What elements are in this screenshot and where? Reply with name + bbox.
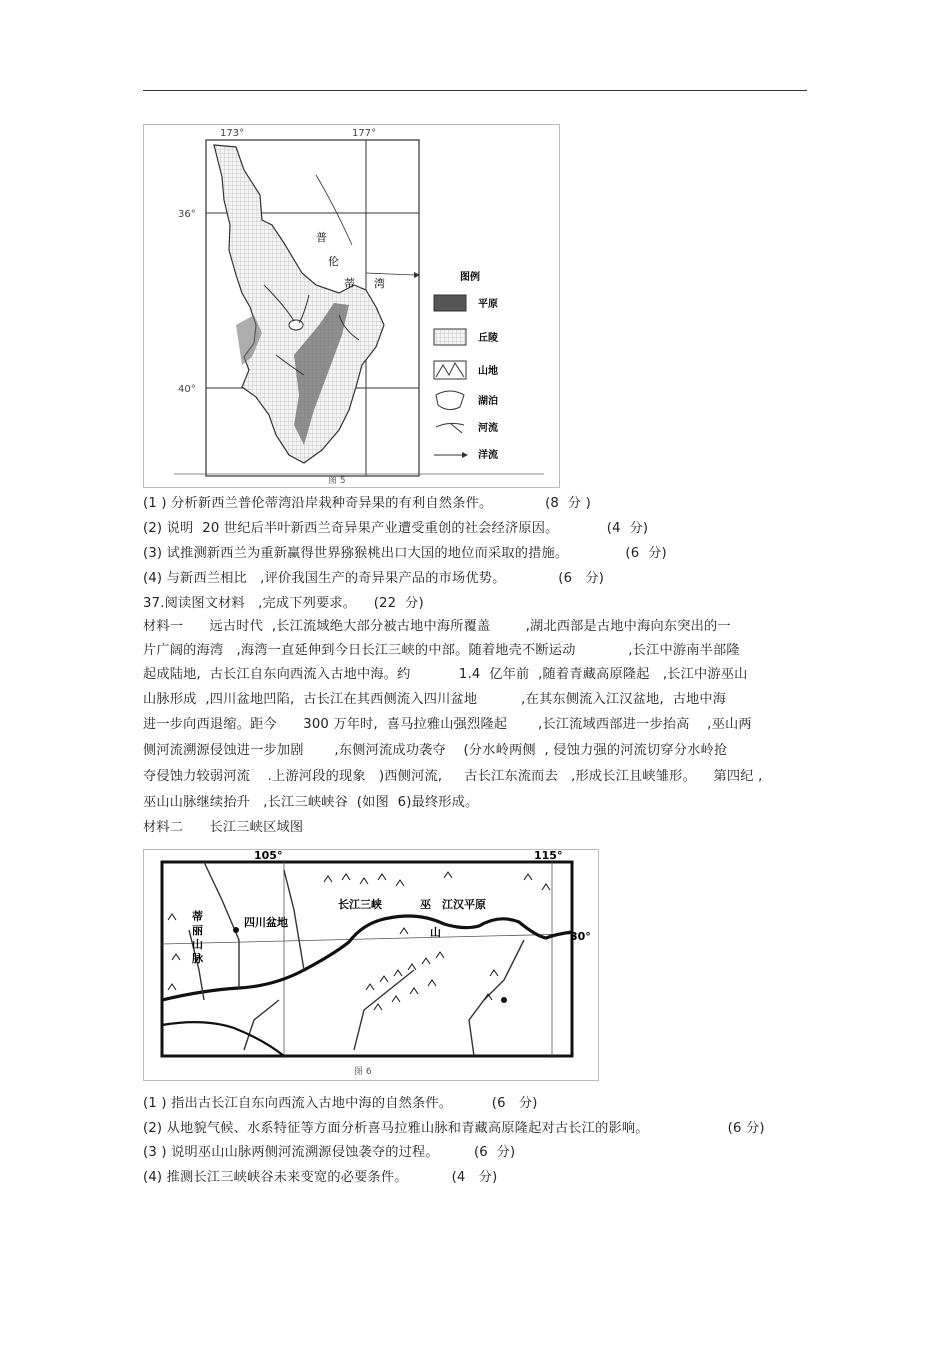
- lat-36-label: 36°: [178, 209, 196, 220]
- material1-line-8: 巫山山脉继续抬升 ,长江三峡峡谷 (如图 6)最终形成。: [143, 795, 479, 810]
- wushan-label-1: 巫: [420, 898, 431, 911]
- legend-mountain: 山地: [478, 366, 498, 377]
- three-gorges-label: 长江三峡: [338, 898, 382, 911]
- material1-line-4: 山脉形成 ,四川盆地凹陷, 古长江在其西侧流入四川盆地 ,在其东侧流入江汉盆地, 古地中海: [143, 692, 727, 707]
- range-label-4: 脉: [192, 952, 203, 965]
- material1-line-2: 片广阔的海湾 ,海湾一直延伸到今日长江三峡的中部。随着地壳不断运动 ,长江中游南半部隆: [143, 643, 740, 658]
- lon-173-label: 173°: [220, 128, 245, 139]
- q36-item-1: (1 ) 分析新西兰普伦蒂湾沿岸栽种奇异果的有利自然条件。 (8 分 ): [143, 496, 591, 511]
- figure-6-caption: 图 6: [354, 1067, 372, 1077]
- material1-line-7: 夺侵蚀力较弱河流 .上游河段的现象 )西侧河流, 古长江东流而去 ,形成长江且峡雏形。 第四纪 ,: [143, 769, 763, 784]
- legend-river: 河流: [478, 423, 498, 434]
- material1-line-1: 材料一 远古时代 ,长江流域绝大部分被古地中海所覆盖 ,湖北西部是古地中海向东突出的一: [143, 619, 731, 634]
- map-label-di: 蒂: [344, 277, 355, 290]
- material1-line-6: 侧河流溯源侵蚀进一步加剧 ,东侧河流成功袭夺 (分水岭两侧 , 侵蚀力强的河流切穿分水岭抢: [143, 743, 728, 758]
- material1-line-5: 进一步向西退缩。距今 300 万年时, 喜马拉雅山强烈隆起 ,长江流域西部进一步抬高 ,巫山两: [143, 717, 752, 732]
- q36-item-4: (4) 与新西兰相比 ,评价我国生产的奇异果产品的市场优势。 (6 分): [143, 571, 605, 586]
- header-rule: [143, 90, 807, 91]
- sichuan-basin-label: 四川盆地: [244, 916, 288, 929]
- lat-40-label: 40°: [178, 384, 196, 395]
- q37-item-4: (4) 推测长江三峡峡谷未来变宽的必要条件。 (4 分): [143, 1170, 498, 1185]
- legend-current: 洋流: [478, 450, 498, 461]
- legend-hills: 丘陵: [478, 333, 498, 344]
- figure-6-map: [143, 849, 599, 1081]
- lon-105-label: 105°: [254, 850, 283, 862]
- material1-line-3: 起成陆地, 古长江自东向西流入古地中海。约 1.4 亿年前 ,随着青藏高原隆起 ,长江中游巫山: [143, 667, 748, 682]
- lat-30-label: 30°: [570, 930, 591, 943]
- figure-5-map: [143, 124, 560, 488]
- jianghan-plain-label: 江汉平原: [442, 898, 486, 911]
- map-label-wan: 湾: [374, 277, 385, 290]
- map-label-lun: 伦: [328, 255, 339, 268]
- range-label-2: 丽: [192, 924, 203, 937]
- q36-item-2: (2) 说明 20 世纪后半叶新西兰奇异果产业遭受重创的社会经济原因。 (4 分): [143, 521, 649, 536]
- range-label-3: 山: [192, 938, 203, 951]
- range-label-1: 蒂: [192, 910, 203, 923]
- lon-115-label: 115°: [534, 850, 563, 862]
- lon-177-label: 177°: [352, 128, 377, 139]
- map-label-pu: 普: [316, 231, 327, 244]
- q37-heading: 37.阅读图文材料 ,完成下列要求。 (22 分): [143, 596, 424, 611]
- legend-title: 图例: [460, 272, 480, 283]
- q37-item-1: (1 ) 指出古长江自东向西流入古地中海的自然条件。 (6 分): [143, 1096, 538, 1111]
- wushan-label-2: 山: [430, 926, 441, 939]
- legend-lake: 湖泊: [478, 396, 498, 407]
- q37-item-3: (3 ) 说明巫山山脉两侧河流溯源侵蚀袭夺的过程。 (6 分): [143, 1145, 516, 1160]
- material2-heading: 材料二 长江三峡区域图: [143, 820, 304, 835]
- q37-item-2: (2) 从地貌气候、水系特征等方面分析喜马拉雅山脉和青藏高原隆起对古长江的影响。 (6 分): [143, 1121, 765, 1136]
- legend-plain: 平原: [478, 299, 498, 310]
- figure-5-caption: 图 5: [328, 476, 346, 486]
- q36-item-3: (3) 试推测新西兰为重新赢得世界猕猴桃出口大国的地位而采取的措施。 (6 分): [143, 546, 667, 561]
